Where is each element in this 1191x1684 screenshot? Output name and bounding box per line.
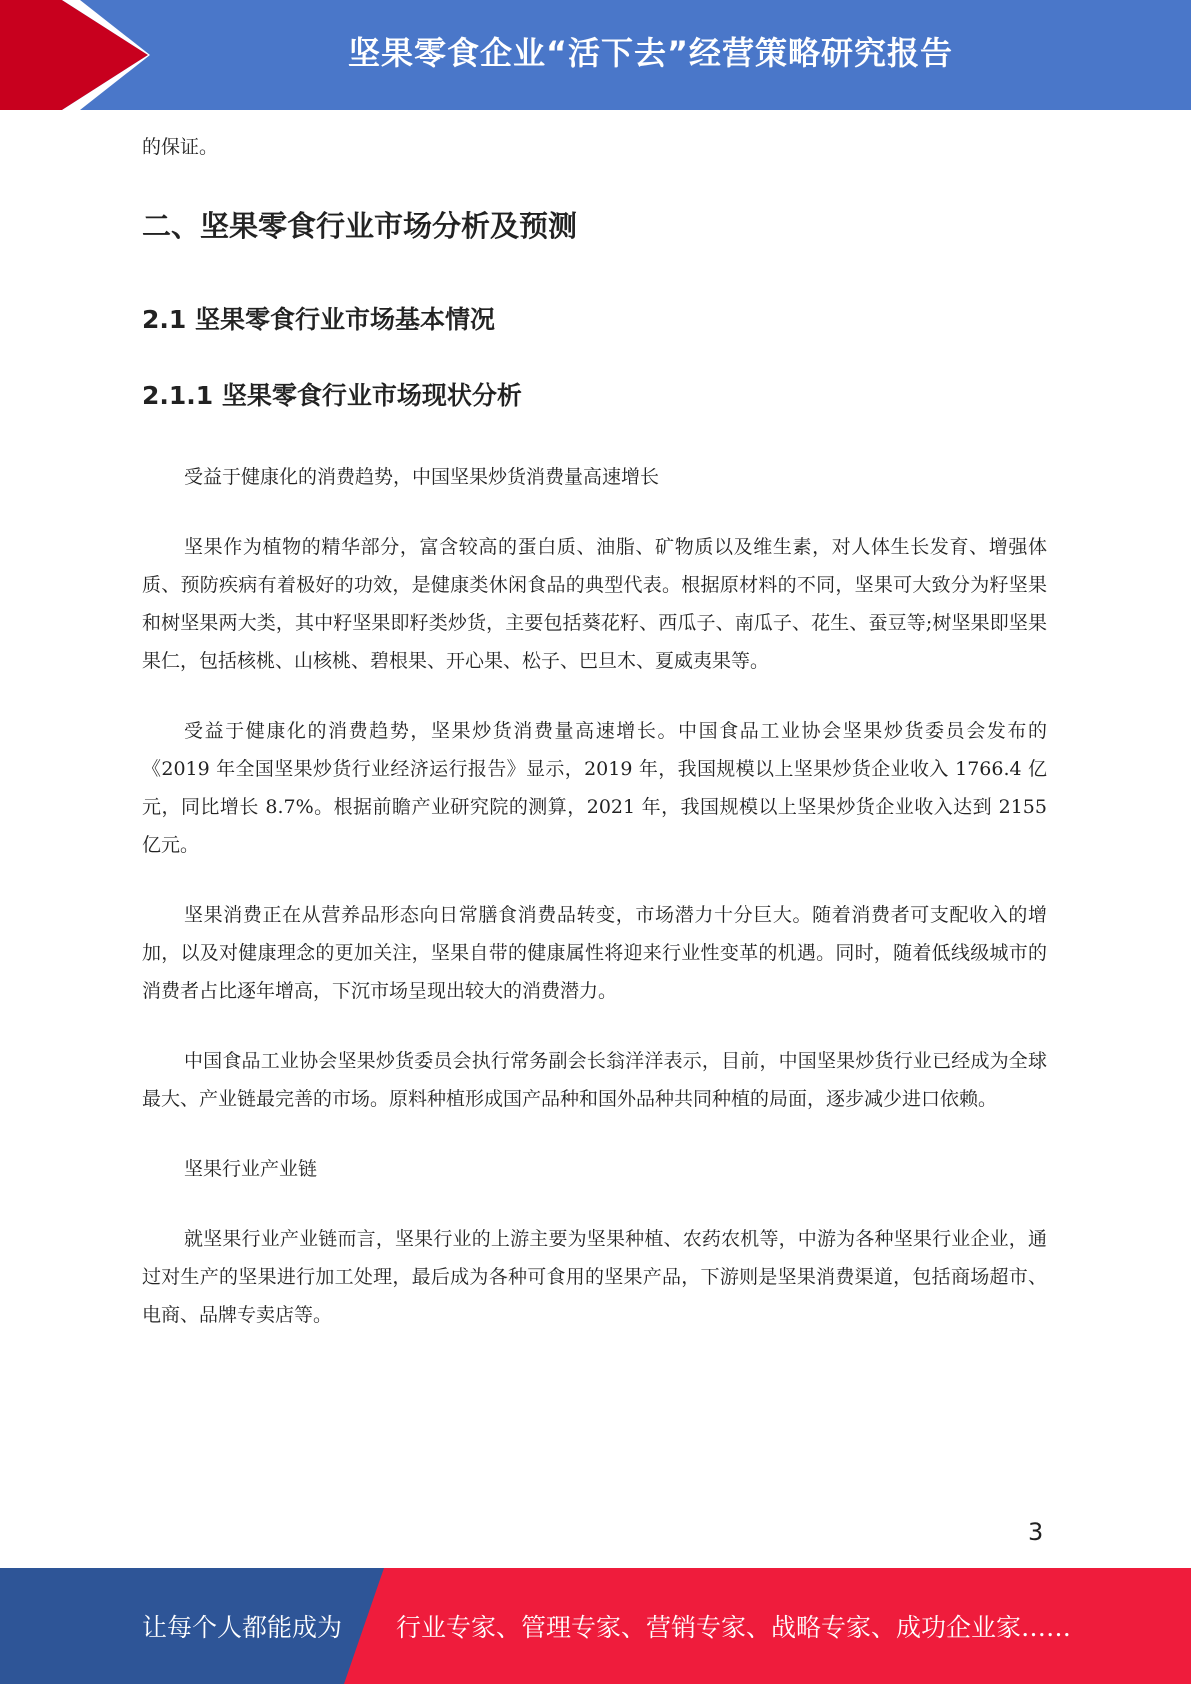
page-header	[0, 0, 1191, 110]
paragraph-nut-definition: 坚果作为植物的精华部分，富含较高的蛋白质、油脂、矿物质以及维生素，对人体生长发育、增强体质、预防疾病有着极好的功效，是健康类休闲食品的典型代表。根据原材料的不同，坚果可大致分为籽坚果和树坚果两大类，其中籽坚果即籽类炒货，主要包括葵花籽、西瓜子、南瓜子、花生、蚕豆等;树坚果即坚果果仁，包括核桃、山核桃、碧根果、开心果、松子、巴旦木、夏威夷果等。	[142, 536, 1047, 672]
paragraph-market-potential: 坚果消费正在从营养品形态向日常膳食消费品转变，市场潜力十分巨大。随着消费者可支配收入的增加，以及对健康理念的更加关注，坚果自带的健康属性将迎来行业性变革的机遇。同时，随着低线级城市的消费者占比逐年增高，下沉市场呈现出较大的消费潜力。	[142, 904, 1047, 1002]
intro-tail-text: 的保证。	[142, 136, 219, 158]
report-title: 坚果零食企业“活下去”经营策略研究报告	[347, 34, 954, 72]
section-heading: 二、坚果零食行业市场分析及预测	[142, 209, 578, 243]
paragraph-association-statement: 中国食品工业协会坚果炒货委员会执行常务副会长翁洋洋表示，目前，中国坚果炒货行业已经成为全球最大、产业链最完善的市场。原料种植形成国产品种和国外品种共同种植的局面，逐步减少进口依赖。	[142, 1050, 1047, 1110]
subsection-heading: 2.1 坚果零食行业市场基本情况	[142, 305, 495, 334]
paragraph-industry-chain-title: 坚果行业产业链	[184, 1158, 318, 1180]
footer-slogan-right: 行业专家、管理专家、营销专家、战略专家、成功企业家……	[396, 1613, 1072, 1642]
paragraph-industry-revenue: 受益于健康化的消费趋势，坚果炒货消费量高速增长。中国食品工业协会坚果炒货委员会发布的《2019 年全国坚果炒货行业经济运行报告》显示，2019 年，我国规模以上坚果炒货企业收入 1766.4 亿元，同比增长 8.7%。根据前瞻产业研究院的测算，2021 年，我国规模以上坚果炒货企业收入达到 2155 亿元。	[142, 720, 1047, 856]
paragraph-consumption-trend: 受益于健康化的消费趋势，中国坚果炒货消费量高速增长	[184, 466, 660, 488]
subsubsection-heading: 2.1.1 坚果零食行业市场现状分析	[142, 381, 522, 410]
footer-slogan-left: 让每个人都能成为	[142, 1613, 343, 1642]
paragraph-industry-chain: 就坚果行业产业链而言，坚果行业的上游主要为坚果种植、农药农机等，中游为各种坚果行业企业，通过对生产的坚果进行加工处理，最后成为各种可食用的坚果产品，下游则是坚果消费渠道，包括商场超市、电商、品牌专卖店等。	[142, 1228, 1047, 1326]
page-footer	[0, 1568, 1191, 1684]
page-content	[142, 128, 1047, 1334]
page-number: 3	[1028, 1518, 1044, 1546]
